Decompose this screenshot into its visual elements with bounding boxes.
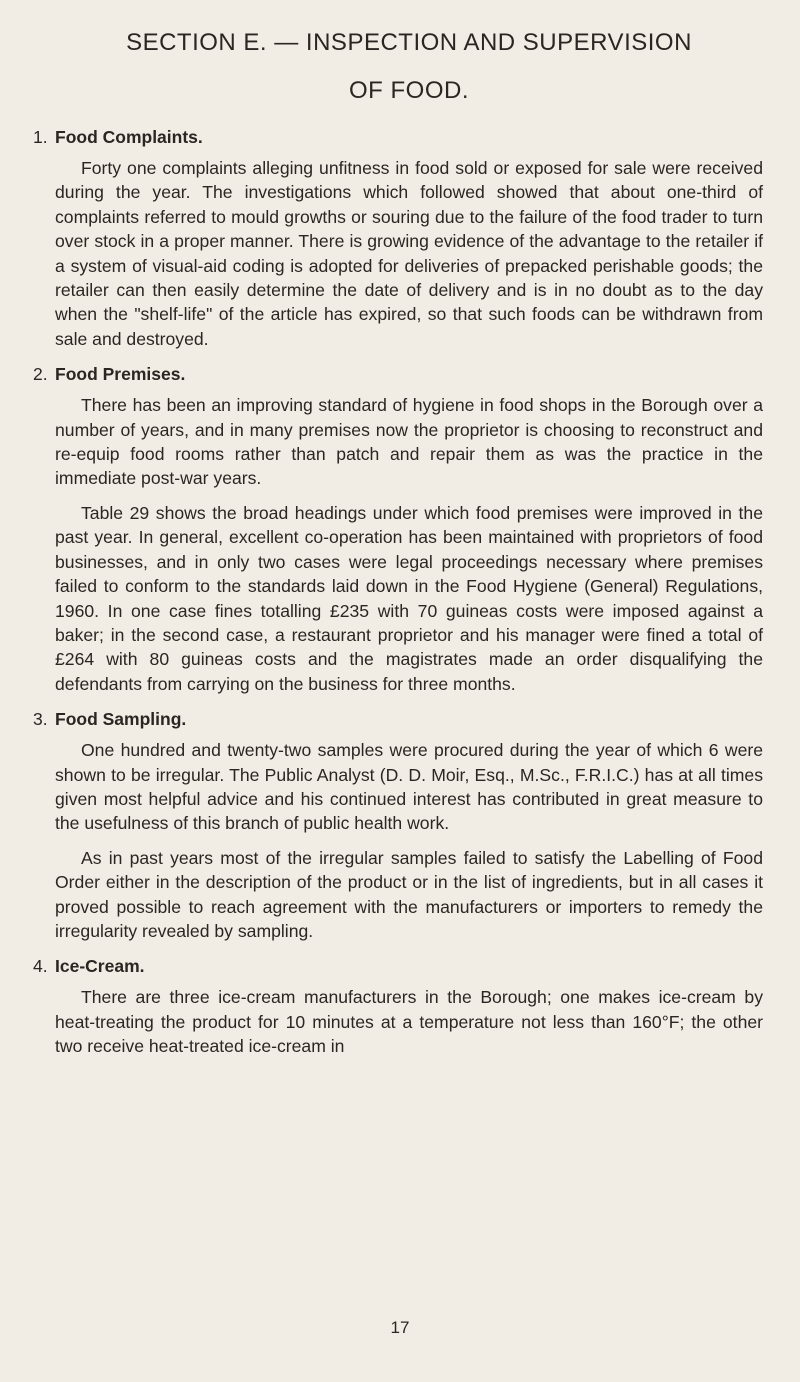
section-title-continuation: OF FOOD. [349, 77, 469, 104]
paragraph: There has been an improving standard of hygiene in food shops in the Borough over a number of years, and in many premises now the proprietor is choosing to reconstruct and re-equip food rooms rather than patch and repair them as was the practice in the immediate post-war years. [55, 395, 763, 489]
section-food-premises [33, 361, 763, 696]
section-heading-text: Food Premises. [55, 364, 186, 385]
paragraph: As in past years most of the irregular samples failed to satisfy the Labelling of Food Order either in the description of the product or in the list of ingredients, but in all cases it proved possible to reach agreement with the manufacturers or importers to remedy the irregularity revealed by sampling. [55, 847, 763, 941]
section-heading-text: Food Complaints. [55, 127, 203, 147]
section-number: 3. [33, 709, 48, 730]
section-heading [33, 706, 763, 732]
document-page [33, 0, 763, 1069]
paragraph: One hundred and twenty-two samples were procured during the year of which 6 were shown to be irregular. The Public Analyst (D. D. Moir, Esq., M.Sc., F.R.I.C.) has at all times given most helpful advice and his continued interest has contributed in great measure to the usefulness of this branch of public health work. [55, 740, 763, 834]
section-food-complaints [33, 124, 763, 351]
section-heading [33, 124, 763, 150]
paragraph: Table 29 shows the broad headings under which food premises were improved in the past year. In general, excellent co-operation has been maintained with proprietors of food businesses, and in only two cases were legal proceedings necessary where premises failed to conform to the standards laid down in the Food Hygiene (General) Regulations, 1960. In one case fines totalling £235 with 70 guineas costs were imposed against a baker; in the second case, a restaurant proprietor and his manager were fined a total of £264 with 80 guineas costs and the magistrates made an order disqualifying the defendants from carrying on the business for three months. [55, 502, 763, 694]
section-number: 1. [33, 127, 48, 147]
section-food-sampling [33, 706, 763, 943]
section-title: SECTION E. — INSPECTION AND SUPERVISION [126, 29, 692, 56]
section-heading-text: Food Sampling. [55, 709, 187, 730]
section-ice-cream [33, 953, 763, 1058]
page-number: 17 [390, 1318, 410, 1337]
section-heading [33, 953, 763, 979]
paragraph: There are three ice-cream manufacturers in the Borough; one makes ice-cream by heat-treating the product for 10 minutes at a temperature not less than 160°F; the other two receive heat-treated ice-cream in [55, 987, 763, 1057]
section-number: 4. [33, 956, 48, 977]
section-number: 2. [33, 364, 48, 385]
section-heading [33, 361, 763, 387]
paragraph: Forty one complaints alleging unfitness in food sold or exposed for sale were received during the year. The investigations which followed showed that about one-third of complaints referred to mould growths or souring due to the failure of the food trader to turn over stock in a proper manner. There is growing evidence of the advantage to the retailer if a system of visual-aid coding is adopted for deliveries of prepacked perishable goods; the retailer can then easily determine the date of delivery and is in no doubt as to the day when the "shelf-life" of the article has expired, so that such foods can be withdrawn from sale and destroyed. [55, 158, 763, 349]
section-heading-text: Ice-Cream. [55, 956, 145, 977]
